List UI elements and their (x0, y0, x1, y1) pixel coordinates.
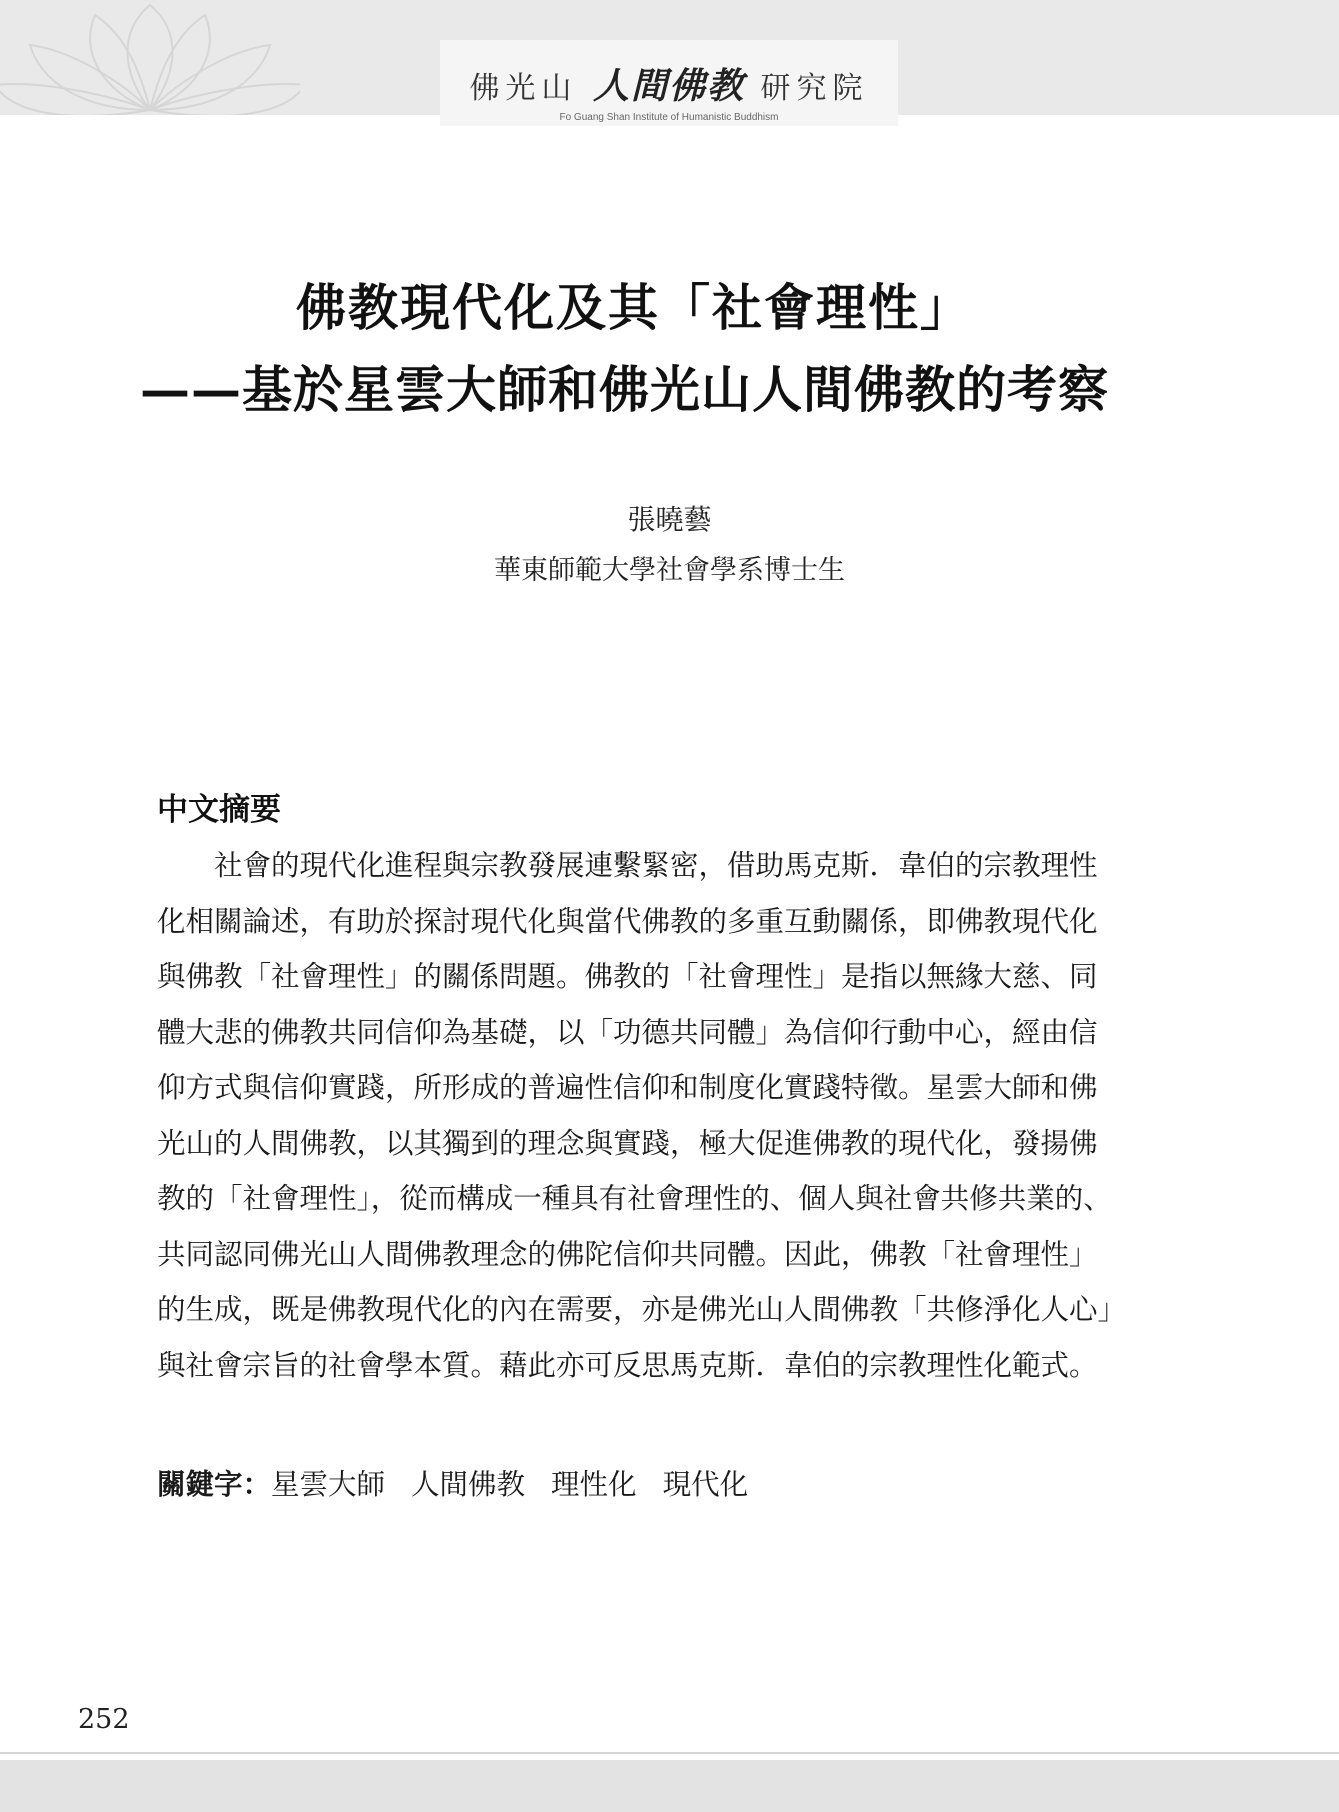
abstract-line: 體大悲的佛教共同信仰為基礎，以「功德共同體」為信仰行動中心，經由信 (157, 1015, 1098, 1049)
keyword-item: 星雲大師 (271, 1468, 386, 1501)
abstract-line: 教的「社會理性」，從而構成一種具有社會理性的、個人與社會共修共業的、 (157, 1182, 1112, 1215)
abstract-line: 與佛教「社會理性」的關係問題。佛教的「社會理性」是指以無緣大慈、同 (157, 960, 1098, 993)
keyword-item: 現代化 (662, 1468, 749, 1501)
paper-title-line1: 佛教現代化及其「社會理性」 (296, 278, 972, 337)
lotus-ornament-icon (0, 0, 300, 115)
abstract-heading: 中文摘要 (157, 792, 281, 828)
abstract-line: 光山的人間佛教，以其獨到的理念與實踐，極大促進佛教的現代化，發揚佛 (157, 1126, 1098, 1160)
abstract-line: 的生成，既是佛教現代化的內在需要，亦是佛光山人間佛教「共修淨化人心」 (157, 1293, 1127, 1326)
header-brand: 人間佛教 (592, 65, 745, 107)
keywords-label: 關鍵字： (157, 1467, 272, 1501)
paper-title-line2: ——基於星雲大師和佛光山人間佛教的考察 (140, 360, 1109, 419)
keywords (157, 1462, 774, 1503)
keyword-item: 人間佛教 (411, 1468, 526, 1501)
author-name: 張曉藝 (627, 503, 712, 536)
page-number: 252 (78, 1704, 130, 1735)
abstract-line: 與社會宗旨的社會學本質。藉此亦可反思馬克斯．韋伯的宗教理性化範式。 (157, 1348, 1098, 1382)
header-suffix: 研究院 (760, 71, 869, 106)
keyword-item: 理性化 (551, 1468, 637, 1501)
journal-header (440, 58, 898, 109)
footer-band (0, 1760, 1339, 1812)
footer-divider (0, 1752, 1339, 1754)
header-subtitle: Fo Guang Shan Institute of Humanistic Buddhism (559, 112, 779, 123)
abstract-body (157, 846, 1179, 1401)
abstract-line: 社會的現代化進程與宗教發展連繫緊密，借助馬克斯．韋伯的宗教理性 (214, 849, 1098, 882)
abstract-line: 化相關論述，有助於探討現代化與當代佛教的多重互動關係，即佛教現代化 (157, 904, 1098, 938)
abstract-line: 共同認同佛光山人間佛教理念的佛陀信仰共同體。因此，佛教「社會理性」 (157, 1237, 1098, 1271)
header-prefix: 佛光山 (469, 71, 578, 106)
abstract-line: 仰方式與信仰實踐，所形成的普遍性信仰和制度化實踐特徵。星雲大師和佛 (157, 1071, 1098, 1104)
author-affiliation: 華東師範大學社會學系博士生 (494, 555, 845, 586)
